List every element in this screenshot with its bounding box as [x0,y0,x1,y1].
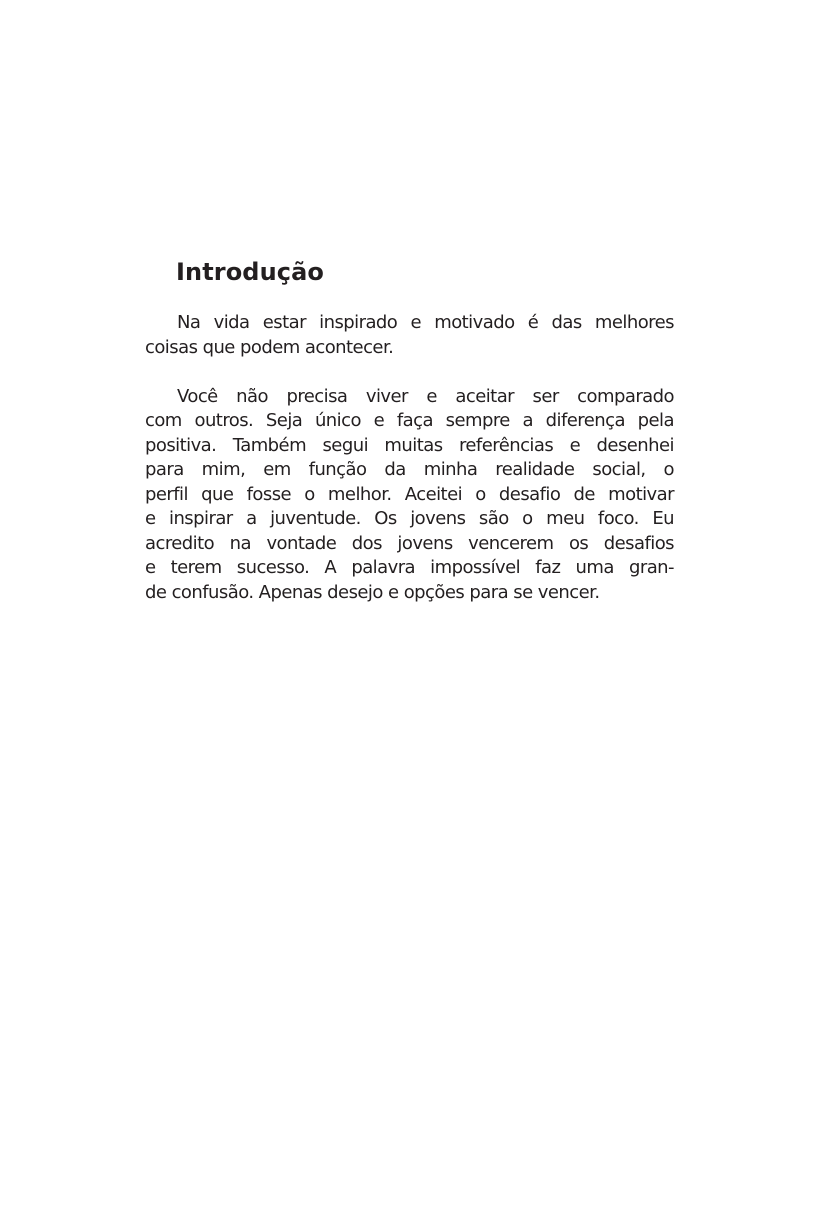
paragraph-line: acredito na vontade dos jovens vencerem os desafios [145,532,674,554]
paragraph-line: e terem sucesso. A palavra impossível faz uma gran- [145,557,674,578]
paragraph-line: para mim, em função da minha realidade social, o [145,459,674,480]
paragraph-line: positiva. Também segui muitas referências e desenhei [145,434,674,456]
paragraph-line: Na vida estar inspirado e motivado é das melhores [177,312,674,333]
page-title: Introdução [176,258,324,286]
paragraph-line: e inspirar a juventude. Os jovens são o meu foco. Eu [145,508,674,529]
paragraph-line: de confusão. Apenas desejo e opções para se vencer. [145,581,600,603]
page-content [145,255,674,605]
paragraph-line: com outros. Seja único e faça sempre a diferença pela [145,410,674,431]
paragraph-1 [145,311,674,360]
paragraph-2 [145,385,674,606]
paragraph-line: Você não precisa viver e aceitar ser comparado [177,385,674,407]
paragraph-line: perfil que fosse o melhor. Aceitei o desafio de motivar [145,483,674,505]
paragraph-line: coisas que podem acontecer. [145,336,394,358]
